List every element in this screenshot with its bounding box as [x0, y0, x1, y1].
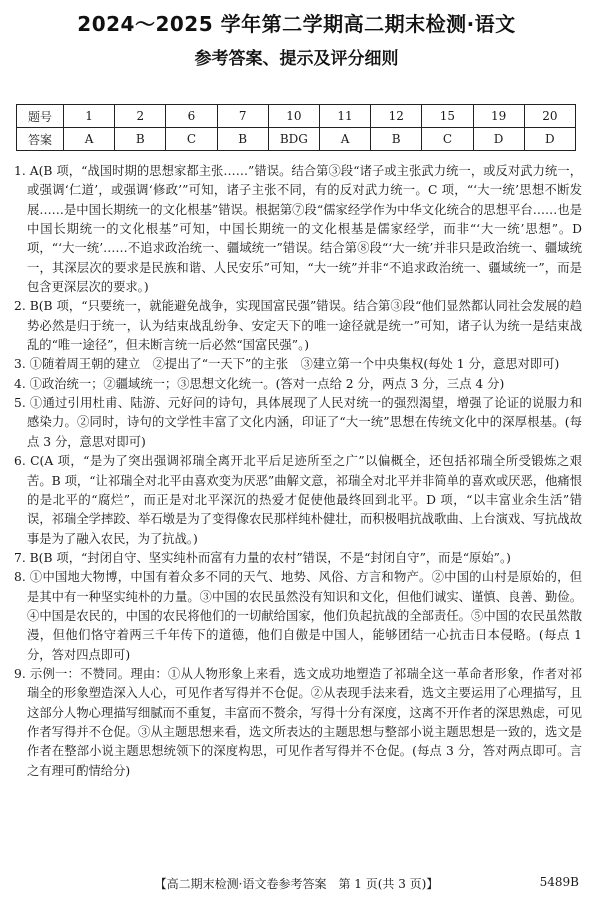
answer-row	[17, 128, 576, 151]
answer-cell: BDG	[268, 128, 319, 151]
answer-cell: D	[473, 128, 524, 151]
question-5-explanation: 5. ①通过引用杜甫、陆游、元好问的诗句，具体展现了人民对统一的强烈渴望，增强了论证的说服力和感染力。②同时，诗句的文学性丰富了文化内涵，印证了“大一统”思想在传统文化中的深厚根基。(每点 3 分，意思对即可)	[14, 396, 582, 449]
question-number: 19	[473, 105, 524, 128]
question-8-explanation: 8. ①中国地大物博，中国有着众多不同的天气、地势、风俗、方言和物产。②中国的山村是原始的，但是其中有一种坚实纯朴的力量。③中国的农民虽然没有知识和文化，但他们诚实、谨慎、良善、勤俭。④中国是农民的，中国的农民将他们的一切献给国家，他们负起抗战的全部责任。⑤中国的农民虽然散漫，但他们恪守着两三千年传下的道德，他们自傲是中国人，能够团结一心抗击日本侵略。(每点 1 分，答对四点即可)	[14, 570, 582, 662]
question-number: 15	[422, 105, 473, 128]
footer-page-info: 【高二期末检测·语文卷参考答案 第 1 页(共 3 页)】	[154, 877, 439, 891]
question-number: 1	[64, 105, 115, 128]
row-label-answer: 答案	[17, 128, 64, 151]
answer-cell: A	[319, 128, 370, 151]
question-number: 10	[268, 105, 319, 128]
question-4-explanation: 4. ①政治统一；②疆域统一；③思想文化统一。(答对一点给 2 分，两点 3 分，三点 4 分)	[14, 376, 505, 391]
question-number: 11	[319, 105, 370, 128]
question-number-row	[17, 105, 576, 128]
question-number: 12	[371, 105, 422, 128]
answer-cell: B	[371, 128, 422, 151]
answer-cell: C	[422, 128, 473, 151]
answer-cell: B	[115, 128, 166, 151]
question-9-explanation: 9. 示例一：不赞同。理由：①从人物形象上来看，选文成功地塑造了祁瑞全这一革命者形象，作者对祁瑞全的形象塑造深入人心，可见作者写得并不仓促。②从表现手法来看，选文主要运用了心理描写，且这部分人物心理描写细腻而不重复，丰富而不赘余，写得十分有深度，这离不开作者的深思熟虑，可见作者写得并不仓促。③从主题思想来看，选文所表达的主题思想与整部小说主题思想是一致的，选文是作者在整部小说主题思想统领下的深度构思，可见作者写得并不仓促。(每点 3 分，答对两点即可。言之有理可酌情给分)	[14, 666, 582, 778]
page-title: 2024～2025 学年第二学期高二期末检测·语文	[77, 12, 516, 36]
page-subtitle: 参考答案、提示及评分细则	[194, 49, 399, 69]
answer-cell: A	[64, 128, 115, 151]
answer-cell: C	[166, 128, 217, 151]
answer-explanations	[14, 162, 582, 781]
question-7-explanation: 7. B(B 项，“封闭自守、坚实纯朴而富有力量的农村”错误，不是“封闭自守”，而是“原始”。)	[14, 550, 511, 565]
question-number: 20	[524, 105, 575, 128]
answer-table	[16, 104, 576, 151]
question-number: 7	[217, 105, 268, 128]
question-6-explanation: 6. C(A 项，“是为了突出强调祁瑞全离开北平后足迹所至之广”以偏概全，还包括祁瑞全所受锻炼之艰苦。B 项，“让祁瑞全对北平由喜欢变为厌恶”曲解文意，祁瑞全对北平并非简单的喜欢或厌恶，他痛恨的是北平的“腐烂”，而正是对北平深沉的热爱才促使他最终回到北平。D 项，“以丰富业余生活”错误，祁瑞全学摔跤、举石墩是为了变得像农民那样纯朴健壮，而积极唱抗战歌曲、上台演戏、写抗战故事是为了融入农民，为了抗战。)	[14, 454, 582, 546]
answer-cell: B	[217, 128, 268, 151]
question-3-explanation: 3. ①随着周王朝的建立 ②提出了“一天下”的主张 ③建立第一个中央集权(每处 1 分，意思对即可)	[14, 357, 560, 372]
question-2-explanation: 2. B(B 项，“只要统一，就能避免战争，实现国富民强”错误。结合第③段“他们显然都认同社会发展的趋势必然是归于统一，认为结束战乱纷争、安定天下的唯一途径就是统一”可知，诸子认为统一是结束战乱的“唯一途径”，但未断言统一后必然“国富民强”。)	[14, 299, 582, 353]
question-1-explanation: 1. A(B 项，“战国时期的思想家都主张……”错误。结合第③段“诸子或主张武力统一，或反对武力统一，或强调‘仁道’，或强调‘修政’”可知，诸子主张不同，有的反对武力统一。C 项，“‘大一统’思想不断发展……是中国长期统一的文化根基”错误。根据第⑦段“儒家经学作为中华文化统合的思想平台……也是中国长期统一的文化根基”可知，中国长期统一的文化根基是儒家经学，而非“‘大一统’思想”。D 项，“‘大一统’……不追求政治统一、疆域统一”错误。结合第⑧段“‘大一统’并非只是政治统一、疆域统一，其深层次的要求是民族和谐、人民安乐”可知，“大一统”并非“不追求政治统一、疆域统一”，而是包含更深层次的要求。)	[14, 164, 582, 295]
row-label-question: 题号	[17, 105, 64, 128]
document-code: 5489B	[539, 875, 579, 889]
question-number: 2	[115, 105, 166, 128]
question-number: 6	[166, 105, 217, 128]
answer-cell: D	[524, 128, 575, 151]
